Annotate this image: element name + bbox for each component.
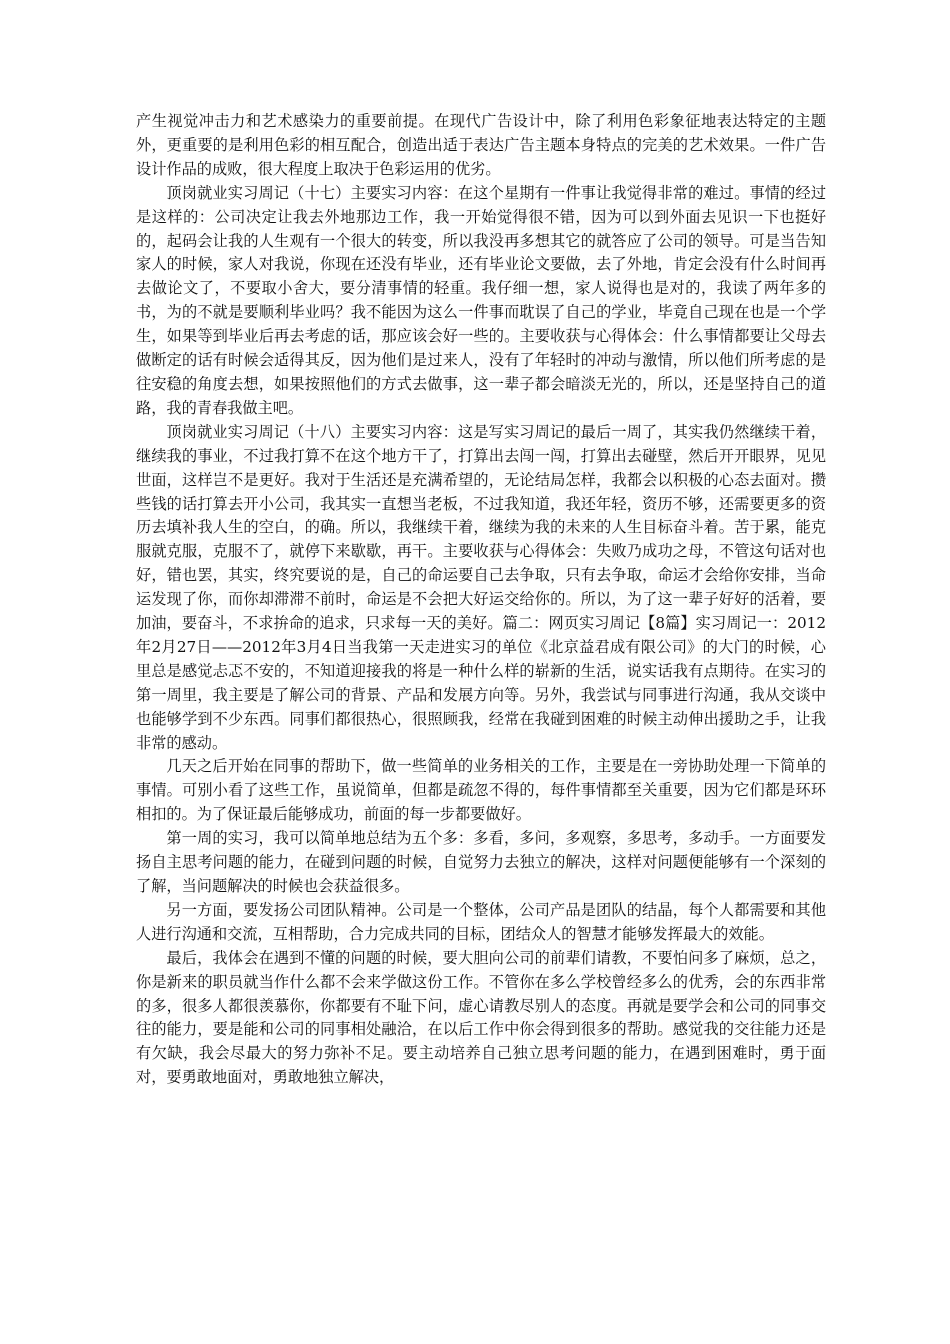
paragraph-5: 第一周的实习，我可以简单地总结为五个多：多看，多问，多观察，多思考，多动手。一方面要发扬自主思考问题的能力，在碰到问题的时候，自觉努力去独立的解决，这样对问题便能够有一个深刻的了解，当问题解决的时候也会获益很多。 xyxy=(136,829,826,895)
paragraph-3: 顶岗就业实习周记（十八）主要实习内容：这是写实习周记的最后一周了，其实我仍然继续干着，继续我的事业，不过我打算不在这个地方干了，打算出去闯一闯，打算出去碰壁，然后开开眼界，见见世面，这样岂不是更好。我对于生活还是充满希望的，无论结局怎样，我都会以积极的心态去面对。攒些钱的话打算去开小公司，我其实一直想当老板，不过我知道，我还年轻，资历不够，还需要更多的资历去填补我人生的空白，的确。所以，我继续干着，继续为我的未来的人生目标奋斗着。苦于累，能克服就克服，克服不了，就停下来歇歇，再干。主要收获与心得体会：失败乃成功之母，不管这句话对也好，错也罢，其实，终究要说的是，自己的命运要自己去争取，只有去争取，命运才会给你安排，当命运发现了你，而你却滞滞不前时，命运是不会把大好运交给你的。所以，为了这一辈子好好的活着，要加油，要奋斗，不求拚命的追求，只求每一天的美好。篇二：网页实习周记【8篇】实习周记一：2012年2月27日——2012年3月4日当我第一天走进实习的单位《北京益君成有限公司》的大门的时候，心里总是感觉忐忑不安的，不知道迎接我的将是一种什么样的崭新的生活，说实话我有点期待。在实习的第一周里，我主要是了解公司的背景、产品和发展方向等。另外，我尝试与同事进行沟通，我从交谈中也能够学到不少东西。同事们都很热心，很照顾我，经常在我碰到困难的时候主动伸出援助之手，让我非常的感动。 xyxy=(136,422,826,752)
paragraph-1: 产生视觉冲击力和艺术感染力的重要前提。在现代广告设计中，除了利用色彩象征地表达特定的主题外，更重要的是利用色彩的相互配合，创造出适于表达广告主题本身特点的完美的艺术效果。一件广告设计作品的成败，很大程度上取决于色彩运用的优劣。 xyxy=(136,112,826,178)
paragraph-7: 最后，我体会在遇到不懂的问题的时候，要大胆向公司的前辈们请教，不要怕问多了麻烦，总之，你是新来的职员就当作什么都不会来学做这份工作。不管你在多么学校曾经多么的优秀，会的东西非常的多，很多人都很羡慕你，你都要有不耻下问，虚心请教尽别人的态度。再就是要学会和公司的同事交往的能力，要是能和公司的同事相处融洽，在以后工作中你会得到很多的帮助。感觉我的交往能力还是有欠缺，我会尽最大的努力弥补不足。要主动培养自己独立思考问题的能力，在遇到困难时，勇于面对，要勇敢地面对，勇敢地独立解决， xyxy=(136,948,826,1087)
paragraph-2: 顶岗就业实习周记（十七）主要实习内容：在这个星期有一件事让我觉得非常的难过。事情的经过是这样的：公司决定让我去外地那边工作，我一开始觉得很不错，因为可以到外面去见识一下也挺好的，起码会让我的人生观有一个很大的转变，所以我没再多想其它的就答应了公司的领导。可是当告知家人的时候，家人对我说，你现在还没有毕业，还有毕业论文要做，去了外地，肯定会没有什么时间再去做论文了，不要取小舍大，要分清事情的轻重。我仔细一想，家人说得也是对的，我读了两年多的书，为的不就是要顺利毕业吗？我不能因为这么一件事而耽误了自己的学业，毕竟自己现在也是一个学生，如果等到毕业后再去考虑的话，那应该会好一些的。主要收获与心得体会：什么事情都要让父母去做断定的话有时候会适得其反，因为他们是过来人，没有了年轻时的冲动与激情，所以他们所考虑的是往安稳的角度去想，如果按照他们的方式去做事，这一辈子都会暗淡无光的，所以，还是坚持自己的道路，我的青春我做主吧。 xyxy=(136,183,826,417)
document-body xyxy=(136,110,826,1090)
paragraph-4: 几天之后开始在同事的帮助下，做一些简单的业务相关的工作，主要是在一旁协助处理一下简单的事情。可别小看了这些工作，虽说简单，但都是疏忽不得的，每件事情都至关重要，因为它们都是环环相扣的。为了保证最后能够成功，前面的每一步都要做好。 xyxy=(136,757,826,824)
paragraph-6: 另一方面，要发扬公司团队精神。公司是一个整体，公司产品是团队的结晶，每个人都需要和其他人进行沟通和交流，互相帮助，合力完成共同的目标，团结众人的智慧才能够发挥最大的效能。 xyxy=(136,900,826,943)
